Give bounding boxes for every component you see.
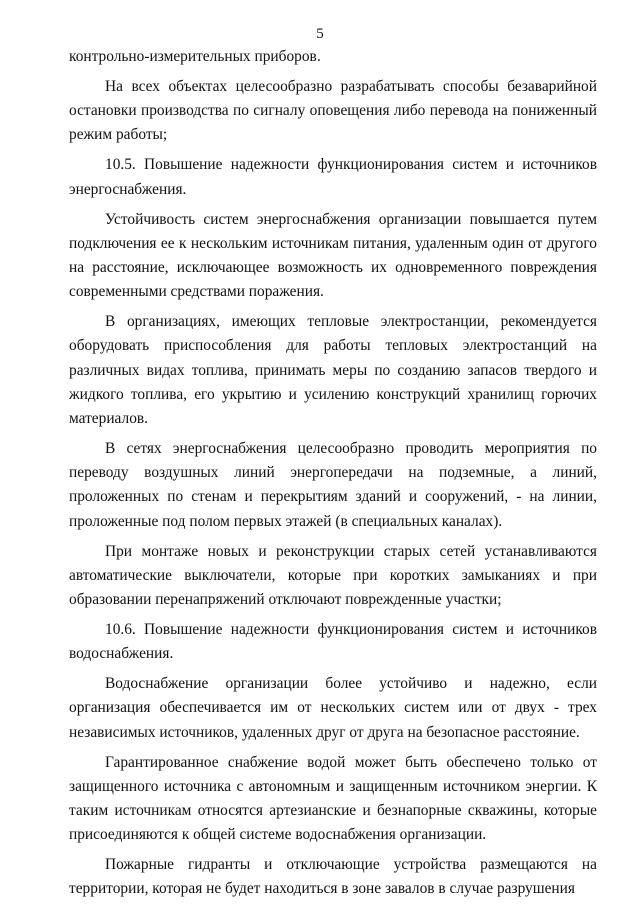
paragraph-guaranteed-water: Гарантированное снабжение водой может быть обеспечено только от защищенного источника с автономным и защищенным источником энергии. К таким источникам относятся артезианские и безнапорные скважины, которые присоединяются к общей системе водоснабжения организации.: [69, 753, 597, 844]
section-heading-10-5: 10.5. Повышение надежности функционирования систем и источников энергоснабжения.: [69, 156, 597, 198]
paragraph-power-lines: В сетях энергоснабжения целесообразно проводить мероприятия по переводу воздушных линий энергопередачи на подземные, а линий, проложенных по стенам и перекрытиям зданий и сооружений, - на линии, проложенные под полом первых этажей (в специальных каналах).: [69, 440, 597, 530]
section-heading-10-6: 10.6. Повышение надежности функционирования систем и источников водоснабжения.: [69, 621, 597, 663]
paragraph-safe-shutdown: На всех объектах целесообразно разрабатывать способы безаварийной остановки производства по сигналу оповещения либо перевода на пониженный режим работы;: [69, 78, 597, 144]
paragraph-water-supply: Водоснабжение организации более устойчиво и надежно, если организация обеспечивается им от нескольких систем или от двух - трех независимых источников, удаленных друг от друга на безопасное расстояние.: [69, 675, 597, 741]
paragraph-thermal-plants: В организациях, имеющих тепловые электростанции, рекомендуется оборудовать приспособления для работы тепловых электростанций на различных видах топлива, принимать меры по созданию запасов твердого и жидкого топлива, его укрытию и усилению конструкций хранилищ горючих материалов.: [69, 313, 597, 428]
paragraph-fire-hydrants: Пожарные гидранты и отключающие устройства размещаются на территории, которая не будет находиться в зоне завалов в случае разрушения: [69, 856, 597, 898]
page-number: 5: [316, 26, 324, 42]
paragraph-continuation: контрольно-измерительных приборов.: [69, 48, 321, 65]
paragraph-circuit-breakers: При монтаже новых и реконструкции старых сетей устанавливаются автоматические выключатели, которые при коротких замыканиях и при образовании перенапряжений отключают поврежденные участки;: [69, 542, 597, 609]
document-body: [69, 45, 597, 907]
paragraph-power-sources: Устойчивость систем энергоснабжения организации повышается путем подключения ее к нескольким источникам питания, удаленным один от другого на расстояние, исключающее возможность их одновременного повреждения современными средствами поражения.: [69, 210, 597, 301]
